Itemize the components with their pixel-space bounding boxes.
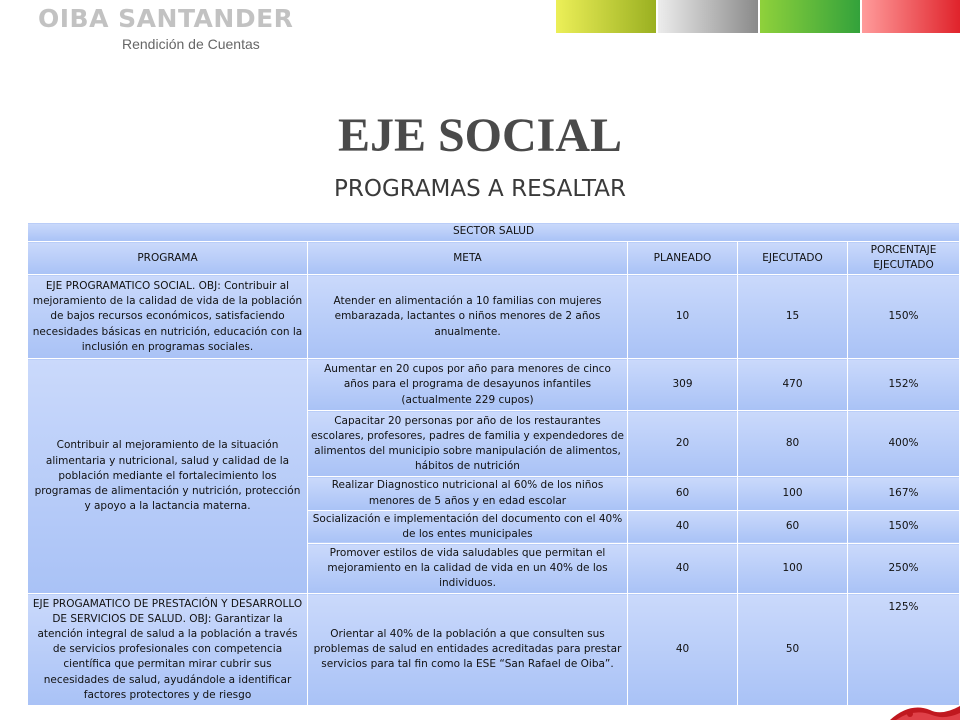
porcentaje-cell: 152% xyxy=(848,359,960,411)
planeado-cell: 40 xyxy=(628,510,738,543)
programa-cell: Contribuir al mejoramiento de la situación alimentaria y nutricional, salud y calidad de la población mediante el fortalecimiento los programas de alimentación y nutrición, protección y apoyo a la lactancia materna. xyxy=(28,359,308,594)
meta-cell: Socialización e implementación del documento con el 40% de los entes municipales xyxy=(308,510,628,543)
section-title: PROGRAMAS A RESALTAR xyxy=(334,176,626,202)
porcentaje-cell: 150% xyxy=(848,510,960,543)
meta-cell: Orientar al 40% de la población a que consulten sus problemas de salud en entidades acreditadas para prestar servicios para tal fin como la ESE “San Rafael de Oiba”. xyxy=(308,594,628,706)
programa-cell: EJE PROGAMATICO DE PRESTACIÓN Y DESARROLLO DE SERVICIOS DE SALUD. OBJ: Garantizar la atención integral de salud a la población a través de servicios profesionales con competencia científica que permitan mirar cubrir sus necesidades de salud, ayudándole a identificar factores protectores y de riesgo xyxy=(28,594,308,706)
meta-cell: Atender en alimentación a 10 familias con mujeres embarazada, lactantes o niños menores de 2 años anualmente. xyxy=(308,275,628,359)
brand-subtitle: Rendición de Cuentas xyxy=(122,36,260,52)
table-row xyxy=(28,594,960,706)
programa-cell: EJE PROGRAMATICO SOCIAL. OBJ: Contribuir al mejoramiento de la calidad de vida de la población de bajos recursos económicos, satisfaciendo necesidades básicas en nutrición, educación con la inclusión en programas sociales. xyxy=(28,275,308,359)
ejecutado-cell: 470 xyxy=(738,359,848,411)
brand-block xyxy=(38,4,294,52)
planeado-cell: 60 xyxy=(628,477,738,510)
ejecutado-cell: 100 xyxy=(738,477,848,510)
color-bar-red xyxy=(862,0,960,33)
ejecutado-cell: 80 xyxy=(738,411,848,477)
header-porcentaje: PORCENTAJE EJECUTADO xyxy=(848,242,960,275)
sector-salud-table xyxy=(27,222,960,706)
meta-cell: Capacitar 20 personas por año de los restaurantes escolares, profesores, padres de familia y expendedores de alimentos del municipio sobre manipulación de alimentos, hábitos de nutrición xyxy=(308,411,628,477)
porcentaje-cell: 125% xyxy=(848,594,960,706)
porcentaje-cell: 150% xyxy=(848,275,960,359)
header-programa: PROGRAMA xyxy=(28,242,308,275)
ejecutado-cell: 50 xyxy=(738,594,848,706)
page-title: EJE SOCIAL xyxy=(337,109,623,162)
sector-header: SECTOR SALUD xyxy=(28,223,960,242)
porcentaje-cell: 167% xyxy=(848,477,960,510)
header-ejecutado: EJECUTADO xyxy=(738,242,848,275)
header-planeado: PLANEADO xyxy=(628,242,738,275)
color-bar-green-yellow xyxy=(556,0,656,33)
planeado-cell: 40 xyxy=(628,594,738,706)
color-bar-gray xyxy=(658,0,758,33)
ejecutado-cell: 100 xyxy=(738,544,848,594)
ejecutado-cell: 60 xyxy=(738,510,848,543)
planeado-cell: 20 xyxy=(628,411,738,477)
porcentaje-cell: 250% xyxy=(848,544,960,594)
ejecutado-cell: 15 xyxy=(738,275,848,359)
table-sector-row xyxy=(28,223,960,242)
table-row xyxy=(28,275,960,359)
color-bar-green xyxy=(760,0,860,33)
header-meta: META xyxy=(308,242,628,275)
planeado-cell: 10 xyxy=(628,275,738,359)
planeado-cell: 40 xyxy=(628,544,738,594)
table-row xyxy=(28,359,960,411)
meta-cell: Realizar Diagnostico nutricional al 60% de los niños menores de 5 años y en edad escolar xyxy=(308,477,628,510)
meta-cell: Promover estilos de vida saludables que permitan el mejoramiento en la calidad de vida en un 40% de los individuos. xyxy=(308,544,628,594)
meta-cell: Aumentar en 20 cupos por año para menores de cinco años para el programa de desayunos infantiles (actualmente 229 cupos) xyxy=(308,359,628,411)
porcentaje-cell: 400% xyxy=(848,411,960,477)
table-header-row xyxy=(28,242,960,275)
brand-title: OIBA SANTANDER xyxy=(38,4,294,33)
planeado-cell: 309 xyxy=(628,359,738,411)
